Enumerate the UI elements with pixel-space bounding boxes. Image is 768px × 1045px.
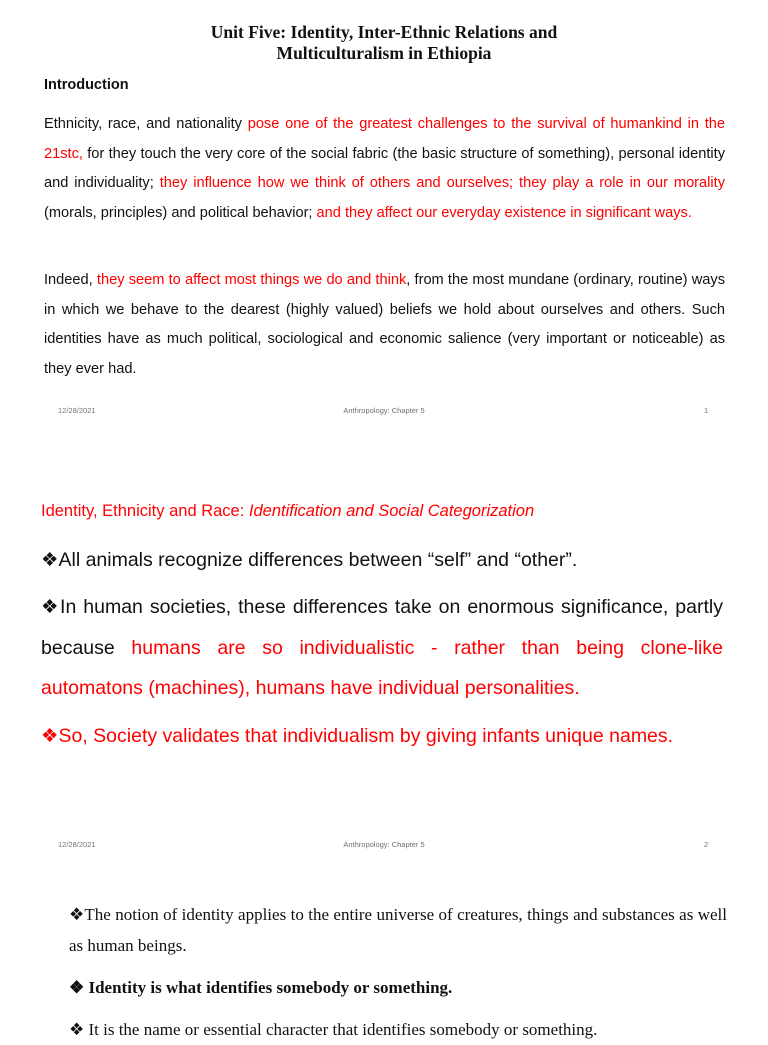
heading-italic: Identification and Social Categorization — [248, 502, 535, 520]
slide-2-footer-date: 12/28/2021 — [58, 840, 96, 849]
p1-highlight-b: pose one of the greatest challenges to the survival of humankind in the 21stc, — [44, 116, 725, 162]
bullet-1: ❖All animals recognize differences between “self” and “other”. — [41, 549, 578, 571]
slide-3 — [0, 880, 768, 1039]
slide-2-footer-title: Anthropology: Chapter 5 — [343, 840, 425, 849]
slide-2-page-number: 2 — [704, 840, 709, 849]
p1-highlight-d: they influence how we think of others and ourselves; they play a role in our morality — [159, 175, 725, 191]
title-line-1: Unit Five: Identity, Inter-Ethnic Relations and — [210, 22, 558, 42]
slide-3-bullet-3: ❖ It is the name or essential character that identifies somebody or something. — [69, 1020, 598, 1039]
slide-1-title — [0, 22, 768, 64]
slide-1-footer-title: Anthropology: Chapter 5 — [343, 406, 425, 415]
p1-highlight-f: and they affect our everyday existence in significant ways. — [316, 204, 692, 221]
p2-text-c: , from the most mundane (ordinary, routine) ways in which we behave to the dearest (highly valued) beliefs we hold about ourselves and others. Such identities have as much political, sociological and economic salience (very important or noticeable) as they ever had. — [44, 272, 725, 377]
title-line-2: Multiculturalism in Ethiopia — [276, 43, 492, 63]
bullet-2 — [41, 587, 723, 709]
intro-paragraph-2 — [44, 266, 725, 384]
intro-paragraph-1 — [44, 110, 725, 228]
p2-highlight-b: they seem to affect most things we do and think — [96, 272, 407, 288]
bullet-2-text: ❖In human societies, these differences take on enormous significance, partly because — [41, 596, 723, 659]
p1-text-e: (morals, principles) and political behavior; — [44, 204, 317, 221]
heading-plain: Identity, Ethnicity and Race: — [41, 502, 249, 520]
slide-1-footer-date: 12/28/2021 — [58, 406, 96, 415]
slide-2 — [0, 480, 768, 860]
bullet-2-highlight: humans are so individualistic - rather than being clone-like automatons (machines), humans have individual personalities. — [41, 636, 723, 699]
slide-3-bullet-1: ❖The notion of identity applies to the entire universe of creatures, things and substances as well as human beings. — [69, 905, 727, 955]
bullet-3: ❖So, Society validates that individualism by giving infants unique names. — [41, 725, 674, 747]
p1-text-c: for they touch the very core of the social fabric (the basic structure of something), personal identity and individuality; — [44, 145, 725, 191]
slide-3-bullet-2: ❖ Identity is what identifies somebody or something. — [69, 978, 453, 997]
p2-text-a: Indeed, — [44, 272, 97, 288]
p1-text-a: Ethnicity, race, and nationality — [44, 116, 248, 132]
introduction-heading: Introduction — [44, 77, 129, 93]
slide-1 — [0, 0, 768, 430]
slide-2-heading — [41, 502, 534, 521]
slide-1-page-number: 1 — [704, 406, 709, 415]
